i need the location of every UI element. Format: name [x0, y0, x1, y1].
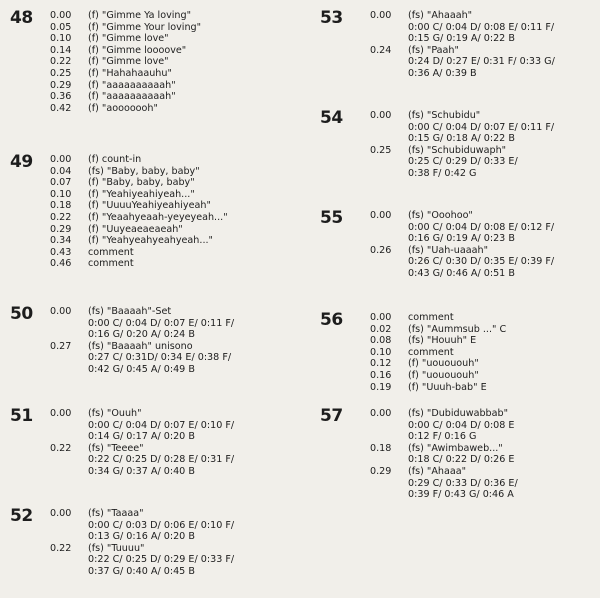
entry-timing-line: 0:00 C/ 0:04 D/ 0:07 E/ 0:11 F/: [88, 317, 235, 329]
entry-text: (fs) "Uah-uaaah": [408, 244, 488, 256]
entry-text: (fs) "Baaaah" unisono: [88, 340, 193, 352]
entry-time: 0.18: [370, 442, 392, 454]
track-number: 57: [320, 406, 343, 426]
entry-time: 0.25: [50, 67, 72, 79]
entry-timing-line: 0:34 G/ 0:37 A/ 0:40 B: [88, 465, 195, 477]
track-number: 54: [320, 108, 343, 128]
entry-time: 0.00: [370, 210, 392, 221]
entry-timing-line: 0:42 G/ 0:45 A/ 0:49 B: [88, 363, 195, 375]
entry-text: (f) "Yeahyeahyeahyeah...": [88, 235, 213, 247]
entry-description: [88, 56, 300, 68]
track-entries: [370, 408, 600, 501]
entry-description: [408, 358, 600, 370]
track-number: 51: [10, 406, 33, 426]
entry-row: [50, 22, 300, 34]
entry-row: [50, 508, 300, 543]
entry-time: 0.29: [50, 223, 72, 235]
entry-row: [50, 306, 300, 341]
entry-text: comment: [408, 312, 454, 323]
entry-row: [50, 212, 300, 224]
entry-description: [408, 45, 600, 80]
entry-timing-line: 0:37 G/ 0:40 A/ 0:45 B: [88, 565, 195, 577]
entry-text: (fs) "Baby, baby, baby": [88, 165, 200, 177]
entry-description: [408, 382, 600, 394]
entry-row: [50, 341, 300, 376]
entry-row: [370, 347, 600, 359]
entry-row: [50, 443, 300, 478]
entry-text: (f) "aooooooh": [88, 102, 158, 114]
entry-time: 0.42: [50, 102, 72, 114]
entry-text: (f) "Gimme loooove": [88, 44, 187, 56]
entry-description: [88, 80, 300, 92]
entry-description: [88, 443, 300, 478]
entry-text: (fs) "Taaaa": [88, 508, 144, 519]
entry-row: [370, 466, 600, 501]
entry-text: (f) "Uuuh-bab" E: [408, 381, 487, 393]
entry-text: (fs) "Baaaah"-Set: [88, 306, 172, 317]
track-entries: [370, 210, 600, 280]
entry-row: [50, 543, 300, 578]
entry-row: [50, 200, 300, 212]
entry-description: [88, 68, 300, 80]
entry-text: (f) "Gimme Your loving": [88, 21, 202, 33]
entry-description: [88, 166, 300, 178]
entry-text: (fs) "Schubidu": [408, 110, 481, 121]
entry-time: 0.29: [370, 465, 392, 477]
entry-text: (fs) "Aummsub ..." C: [408, 323, 507, 335]
entry-description: [88, 235, 300, 247]
entry-description: [88, 22, 300, 34]
track-number: 52: [10, 506, 33, 526]
entry-description: [88, 247, 300, 259]
entry-timing-line: 0:00 C/ 0:04 D/ 0:07 E/ 0:11 F/: [408, 121, 555, 133]
entry-row: [50, 10, 300, 22]
entry-time: 0.46: [50, 258, 72, 270]
track-entries: [370, 10, 600, 80]
entry-timing-line: 0:12 F/ 0:16 G: [408, 431, 477, 443]
entry-timing-line: 0:16 G/ 0:20 A/ 0:24 B: [88, 329, 195, 341]
entry-timing-line: 0:24 D/ 0:27 E/ 0:31 F/ 0:33 G/: [408, 56, 555, 68]
entry-row: [50, 33, 300, 45]
entry-timing-line: 0:00 C/ 0:03 D/ 0:06 E/ 0:10 F/: [88, 519, 235, 531]
entry-timing-line: 0:43 G/ 0:46 A/ 0:51 B: [408, 267, 515, 279]
entry-description: [88, 45, 300, 57]
track-entries: [50, 306, 300, 376]
entry-text: (f) "Gimme love": [88, 56, 169, 68]
entry-row: [50, 258, 300, 270]
entry-text: (fs) "Houuh" E: [408, 335, 477, 347]
entry-row: [50, 166, 300, 178]
entry-row: [370, 110, 600, 145]
entry-time: 0.36: [50, 91, 72, 103]
entry-time: 0.04: [50, 165, 72, 177]
entry-time: 0.16: [370, 369, 392, 381]
entry-timing-line: 0:16 G/ 0:19 A/ 0:23 B: [408, 233, 515, 245]
entry-description: [88, 177, 300, 189]
entry-time: 0.00: [50, 408, 72, 419]
entry-timing-line: 0:36 A/ 0:39 B: [408, 67, 477, 79]
entry-text: (f) "uouououh": [408, 369, 479, 381]
entry-time: 0.00: [50, 306, 72, 317]
track-entries: [370, 110, 600, 180]
entry-row: [370, 45, 600, 80]
track-entries: [50, 154, 300, 270]
entry-timing-line: 0:00 C/ 0:04 D/ 0:07 E/ 0:10 F/: [88, 419, 235, 431]
entry-timing-line: 0:14 G/ 0:17 A/ 0:20 B: [88, 431, 195, 443]
entry-text: (f) "uouououh": [408, 358, 479, 370]
entry-time: 0.00: [370, 110, 392, 121]
entry-row: [370, 370, 600, 382]
entry-text: (f) "Gimme Ya loving": [88, 10, 191, 21]
entry-description: [408, 145, 600, 180]
entry-row: [370, 145, 600, 180]
entry-description: [88, 212, 300, 224]
entry-time: 0.22: [50, 542, 72, 554]
entry-row: [50, 247, 300, 259]
entry-timing-line: 0:00 C/ 0:04 D/ 0:08 E/ 0:12 F/: [408, 221, 555, 233]
entry-row: [370, 312, 600, 324]
entry-row: [50, 45, 300, 57]
entry-timing-line: 0:29 C/ 0:33 D/ 0:36 E/: [408, 477, 518, 489]
track-number: 56: [320, 310, 343, 330]
entry-time: 0.10: [370, 346, 392, 358]
entry-time: 0.12: [370, 358, 392, 370]
entry-description: [408, 312, 600, 324]
entry-row: [50, 68, 300, 80]
entry-text: (fs) "Ahaaa": [408, 465, 467, 477]
entry-timing-line: 0:26 C/ 0:30 D/ 0:35 E/ 0:39 F/: [408, 256, 555, 268]
entry-time: 0.18: [50, 200, 72, 212]
entry-time: 0.10: [50, 33, 72, 45]
track-number: 49: [10, 152, 33, 172]
entry-time: 0.00: [370, 408, 392, 419]
entry-description: [408, 347, 600, 359]
entry-description: [408, 245, 600, 280]
entry-text: (f) "Hahahaauhu": [88, 67, 172, 79]
entry-description: [88, 10, 300, 22]
entry-description: [88, 258, 300, 270]
entry-time: 0.43: [50, 246, 72, 258]
entry-text: (fs) "Ahaaah": [408, 10, 473, 21]
entry-row: [370, 335, 600, 347]
entry-row: [370, 245, 600, 280]
entry-row: [50, 235, 300, 247]
entry-description: [88, 508, 300, 543]
entry-description: [408, 110, 600, 145]
entry-description: [88, 543, 300, 578]
entry-text: comment: [408, 346, 454, 358]
track-number: 50: [10, 304, 33, 324]
entry-text: (fs) "Tuuuu": [88, 542, 145, 554]
entry-timing-line: 0:00 C/ 0:04 D/ 0:08 E/ 0:11 F/: [408, 21, 555, 33]
entry-time: 0.05: [50, 21, 72, 33]
entry-row: [50, 80, 300, 92]
entry-description: [88, 224, 300, 236]
entry-text: (f) count-in: [88, 154, 142, 165]
entry-description: [88, 408, 300, 443]
entry-time: 0.22: [50, 442, 72, 454]
entry-timing-line: 0:18 C/ 0:22 D/ 0:26 E: [408, 454, 515, 466]
entry-timing-line: 0:00 C/ 0:04 D/ 0:08 E: [408, 419, 515, 431]
entry-text: (f) "Yeaahyeaah-yeyeyeah...": [88, 211, 228, 223]
entry-time: 0.00: [50, 508, 72, 519]
entry-row: [370, 443, 600, 466]
track-entries: [50, 408, 300, 478]
track-entries: [370, 312, 600, 393]
entry-description: [88, 341, 300, 376]
entry-text: (f) "Yeahiyeahiyeah...": [88, 188, 195, 200]
entry-description: [408, 443, 600, 466]
entry-row: [50, 408, 300, 443]
entry-text: (fs) "Ooohoo": [408, 210, 473, 221]
entry-text: (f) "UuuuYeahiyeahiyeah": [88, 200, 211, 212]
entry-row: [370, 408, 600, 443]
entry-time: 0.07: [50, 177, 72, 189]
entry-description: [408, 466, 600, 501]
entry-row: [370, 10, 600, 45]
entry-text: (f) "Gimme love": [88, 33, 169, 45]
entry-description: [88, 200, 300, 212]
entry-time: 0.29: [50, 79, 72, 91]
entry-row: [370, 382, 600, 394]
entry-time: 0.08: [370, 335, 392, 347]
entry-time: 0.24: [370, 44, 392, 56]
entry-row: [50, 56, 300, 68]
entry-description: [88, 103, 300, 115]
entry-timing-line: 0:39 F/ 0:43 G/ 0:46 A: [408, 489, 514, 501]
entry-time: 0.14: [50, 44, 72, 56]
entry-row: [50, 189, 300, 201]
track-number: 53: [320, 8, 343, 28]
entry-row: [50, 177, 300, 189]
entry-description: [88, 189, 300, 201]
entry-text: (f) "Uuyeaeaeaeah": [88, 223, 183, 235]
entry-time: 0.22: [50, 211, 72, 223]
entry-timing-line: 0:25 C/ 0:29 D/ 0:33 E/: [408, 156, 518, 168]
entry-row: [50, 103, 300, 115]
entry-time: 0.00: [50, 154, 72, 165]
entry-timing-line: 0:27 C/ 0:31D/ 0:34 E/ 0:38 F/: [88, 352, 232, 364]
entry-timing-line: 0:22 C/ 0:25 D/ 0:28 E/ 0:31 F/: [88, 454, 235, 466]
entry-time: 0.27: [50, 340, 72, 352]
entry-row: [370, 210, 600, 245]
entry-text: (f) "aaaaaaaaaah": [88, 91, 176, 103]
track-entries: [50, 508, 300, 578]
entry-row: [50, 224, 300, 236]
entry-timing-line: 0:15 G/ 0:19 A/ 0:22 B: [408, 33, 515, 45]
entry-description: [88, 154, 300, 166]
entry-row: [50, 154, 300, 166]
entry-description: [88, 306, 300, 341]
entry-description: [408, 210, 600, 245]
entry-text: comment: [88, 258, 134, 270]
entry-text: (fs) "Teeee": [88, 442, 144, 454]
entry-description: [88, 91, 300, 103]
entry-text: (fs) "Awimbaweb...": [408, 442, 503, 454]
entry-description: [408, 408, 600, 443]
entry-time: 0.10: [50, 188, 72, 200]
entry-time: 0.25: [370, 144, 392, 156]
entry-row: [370, 324, 600, 336]
entry-row: [50, 91, 300, 103]
entry-description: [408, 335, 600, 347]
entry-row: [370, 358, 600, 370]
entry-time: 0.00: [370, 10, 392, 21]
entry-time: 0.02: [370, 323, 392, 335]
entry-text: (fs) "Dubiduwabbab": [408, 408, 509, 419]
entry-description: [408, 10, 600, 45]
track-entries: [50, 10, 300, 114]
entry-time: 0.19: [370, 381, 392, 393]
entry-timing-line: 0:22 C/ 0:25 D/ 0:29 E/ 0:33 F/: [88, 554, 235, 566]
entry-time: 0.22: [50, 56, 72, 68]
entry-text: comment: [88, 246, 134, 258]
entry-text: (f) "Baby, baby, baby": [88, 177, 195, 189]
entry-time: 0.34: [50, 235, 72, 247]
entry-description: [408, 370, 600, 382]
entry-time: 0.00: [370, 312, 392, 323]
entry-timing-line: 0:13 G/ 0:16 A/ 0:20 B: [88, 531, 195, 543]
track-number: 48: [10, 8, 33, 28]
entry-description: [408, 324, 600, 336]
entry-text: (f) "aaaaaaaaaah": [88, 79, 176, 91]
entry-time: 0.26: [370, 244, 392, 256]
entry-time: 0.00: [50, 10, 72, 21]
entry-description: [88, 33, 300, 45]
track-number: 55: [320, 208, 343, 228]
entry-text: (fs) "Schubiduwaph": [408, 144, 507, 156]
entry-text: (fs) "Paah": [408, 44, 459, 56]
entry-timing-line: 0:15 G/ 0:18 A/ 0:22 B: [408, 133, 515, 145]
entry-text: (fs) "Ouuh": [88, 408, 142, 419]
entry-timing-line: 0:38 F/ 0:42 G: [408, 167, 477, 179]
